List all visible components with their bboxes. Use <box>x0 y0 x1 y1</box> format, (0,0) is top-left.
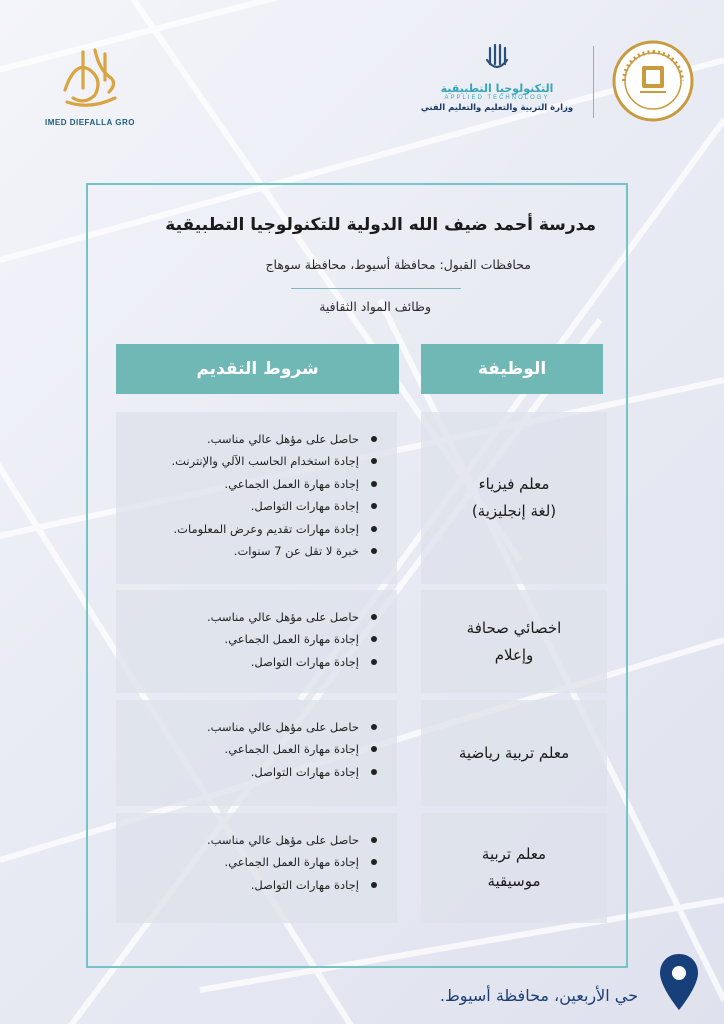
job-title-cell <box>421 412 607 584</box>
job-title-line: موسيقية <box>487 872 541 890</box>
job-title-line: معلم تربية رياضية <box>458 743 570 762</box>
conditions-list <box>116 428 383 562</box>
logo-caption: IMED DIEFALLA GRO <box>45 118 135 127</box>
ministry-seal-icon <box>612 40 694 122</box>
job-category: وظائف المواد الثقافية <box>319 299 431 314</box>
column-header-conditions: شروط التقديم <box>116 344 399 394</box>
applied-tech-arabic: التكنولوجيا التطبيقية <box>440 82 554 95</box>
conditions-list <box>116 829 383 896</box>
applied-tech-english: APPLIED TECHNOLOGY <box>444 95 550 101</box>
title-separator <box>291 288 461 289</box>
job-title-cell <box>421 813 607 923</box>
condition-item: إجادة استخدام الحاسب الآلي والإنترنت. <box>116 450 383 472</box>
applied-tech-icon <box>484 42 510 76</box>
job-title-line: معلم تربية <box>481 845 547 863</box>
condition-item: إجادة مهارة العمل الجماعي. <box>116 851 383 873</box>
conditions-cell <box>116 412 397 584</box>
map-pin-icon <box>658 952 700 1012</box>
admission-provinces: محافظات القبول: محافظة أسيوط، محافظة سوهاج <box>265 257 531 272</box>
condition-item: حاصل على مؤهل عالي مناسب. <box>116 606 383 628</box>
conditions-cell <box>116 590 397 693</box>
address-text: حي الأربعين، محافظة أسيوط. <box>439 986 638 1005</box>
condition-item: إجادة مهارات التواصل. <box>116 761 383 783</box>
job-title-line: وإعلام <box>494 645 534 664</box>
condition-item: إجادة مهارة العمل الجماعي. <box>116 473 383 495</box>
condition-item: خبرة لا تقل عن 7 سنوات. <box>116 540 383 562</box>
condition-item: حاصل على مؤهل عالي مناسب. <box>116 428 383 450</box>
column-header-job: الوظيفة <box>421 344 603 394</box>
conditions-list <box>116 716 383 783</box>
company-logo <box>40 40 140 127</box>
conditions-list <box>116 606 383 673</box>
job-title-line: (لغة إنجليزية) <box>471 502 557 520</box>
logo-divider <box>593 46 594 118</box>
job-title-line: اخصائي صحافة <box>466 618 562 637</box>
conditions-cell <box>116 813 397 923</box>
job-title-cell <box>421 590 607 693</box>
condition-item: إجادة مهارة العمل الجماعي. <box>116 628 383 650</box>
school-title: مدرسة أحمد ضيف الله الدولية للتكنولوجيا التطبيقية <box>165 215 596 235</box>
condition-item: إجادة مهارات التواصل. <box>116 495 383 517</box>
job-title-cell <box>421 700 607 806</box>
conditions-cell <box>116 700 397 806</box>
condition-item: حاصل على مؤهل عالي مناسب. <box>116 829 383 851</box>
condition-item: إجادة مهارات التواصل. <box>116 651 383 673</box>
content-frame <box>86 183 628 968</box>
condition-item: إجادة مهارة العمل الجماعي. <box>116 738 383 760</box>
condition-item: إجادة مهارات التواصل. <box>116 874 383 896</box>
calligraphy-logo-icon <box>55 40 125 110</box>
job-title-line: معلم فيزياء <box>478 475 550 493</box>
condition-item: حاصل على مؤهل عالي مناسب. <box>116 716 383 738</box>
ministry-logos <box>404 40 694 125</box>
condition-item: إجادة مهارات تقديم وعرض المعلومات. <box>116 518 383 540</box>
ministry-name: وزارة التربية والتعليم والتعليم الفني <box>420 103 574 113</box>
